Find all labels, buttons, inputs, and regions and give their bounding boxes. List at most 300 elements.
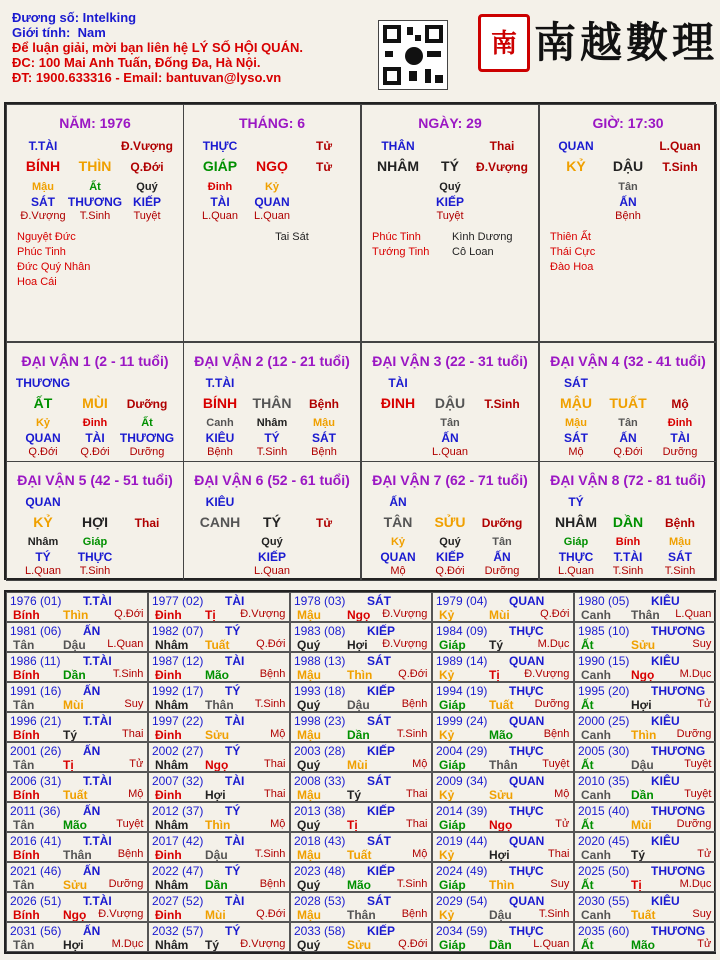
year-label: 2012 (37) (152, 804, 204, 818)
year-god: SÁT (367, 834, 391, 848)
pillar-stage1: Tử (315, 139, 333, 153)
year-chi: Tý (347, 788, 362, 802)
year-god: KIÊU (651, 774, 680, 788)
year-can: Quý (297, 758, 321, 772)
gender-label: Giới tính: (12, 25, 71, 40)
pillar-hidden-god: QUAN (254, 195, 290, 209)
dai-van-stage: Bệnh (665, 516, 695, 530)
year-chi: Ngọ (489, 818, 513, 832)
year-label: 1979 (04) (436, 594, 488, 608)
year-cell (6, 592, 148, 622)
gender-value: Nam (77, 25, 106, 40)
year-cell (290, 772, 432, 802)
year-stage: Mộ (412, 758, 428, 770)
year-god: KIẾP (367, 624, 396, 638)
year-label: 1984 (09) (436, 624, 488, 638)
year-label: 1995 (20) (578, 684, 630, 698)
pillar-hidden-stage: L.Quan (201, 210, 239, 222)
pillar-hidden-can: Kỷ (264, 181, 280, 193)
year-chi: Tị (489, 668, 500, 682)
year-cell (290, 652, 432, 682)
year-cell (290, 592, 432, 622)
dv-hidden-can: Đinh (82, 417, 108, 429)
dv-hidden-stage: Bệnh (207, 446, 233, 458)
year-god: T.TÀI (83, 894, 112, 908)
year-can: Bính (13, 728, 40, 742)
year-can: Bính (13, 908, 40, 922)
dai-van-1 (6, 342, 184, 462)
year-chi: Dần (63, 668, 86, 682)
year-cell (290, 712, 432, 742)
year-can: Canh (581, 728, 611, 742)
year-label: 2035 (60) (578, 924, 630, 938)
year-stage: Thai (405, 818, 428, 830)
dai-van-7 (361, 461, 539, 581)
pillar-title: NGÀY: 29 (418, 115, 482, 131)
year-chi: Mão (631, 938, 655, 952)
year-label: 2032 (57) (152, 924, 204, 938)
year-label: 2011 (36) (10, 804, 61, 818)
year-stage: Thai (263, 758, 286, 770)
dv-hidden-god: SÁT (312, 431, 336, 445)
year-label: 2018 (43) (294, 834, 346, 848)
year-label: 1982 (07) (152, 624, 204, 638)
year-chi: Dậu (489, 908, 512, 922)
year-cell (574, 682, 716, 712)
contact-address: ĐC: 100 Mai Anh Tuấn, Đống Đa, Hà Nội. (12, 55, 261, 70)
year-cell (574, 742, 716, 772)
red-seal (478, 14, 530, 72)
pillar-star: Phúc Tinh (17, 246, 66, 258)
dai-van-can: MẬU (560, 395, 592, 411)
year-chi: Tuất (631, 908, 656, 922)
pillar-god: QUAN (558, 139, 594, 153)
dv-hidden-stage: T.Sinh (79, 565, 111, 577)
qr-code[interactable] (378, 20, 448, 90)
pillar-3 (361, 104, 539, 342)
pillar-star: Tướng Tinh (372, 246, 430, 258)
year-can: Bính (13, 848, 40, 862)
year-god: ẤN (83, 804, 101, 818)
dai-van-4 (539, 342, 717, 462)
pillar-hidden-can: Đinh (207, 181, 233, 193)
year-chi: Thân (63, 848, 92, 862)
dai-van-title: ĐẠI VẬN 5 (42 - 51 tuổi) (17, 472, 173, 488)
dv-hidden-stage: Q.Đới (613, 446, 643, 458)
year-god: SÁT (367, 594, 391, 608)
dv-hidden-can: Tân (492, 536, 512, 548)
pillar-hidden-stage: T.Sinh (79, 210, 111, 222)
dv-hidden-can: Giáp (563, 536, 589, 548)
year-stage: Tuyệt (542, 758, 570, 770)
year-can: Ất (581, 818, 594, 832)
pillar-can: BÍNH (25, 158, 61, 174)
year-cell (148, 742, 290, 772)
year-god: QUAN (509, 834, 545, 848)
gender (12, 25, 303, 40)
pillar-hidden-stage: Đ.Vượng (20, 210, 66, 222)
year-stage: Thai (547, 848, 570, 860)
year-god: KIẾP (367, 924, 396, 938)
year-god: THƯƠNG (651, 624, 706, 638)
year-chi: Tị (205, 608, 216, 622)
dv-hidden-can: Tân (618, 417, 638, 429)
year-can: Đinh (155, 788, 182, 802)
pillar-star: Đức Quý Nhân (17, 261, 91, 273)
dv-hidden-stage: L.Quan (253, 565, 291, 577)
year-can: Giáp (439, 878, 466, 892)
dv-hidden-can: Tân (440, 417, 460, 429)
year-label: 1998 (23) (294, 714, 346, 728)
dai-van-can: CANH (199, 514, 241, 530)
year-stage: Thai (263, 788, 286, 800)
dv-hidden-god: THỰC (558, 550, 594, 564)
pillar-4 (539, 104, 717, 342)
dv-hidden-god: T.TÀI (613, 550, 643, 564)
year-can: Kỷ (439, 608, 455, 622)
year-chi: Dần (631, 788, 654, 802)
pillar-hidden-can: Quý (439, 181, 461, 193)
year-god: THỰC (509, 804, 544, 818)
year-god: SÁT (367, 654, 391, 668)
year-cell (432, 832, 574, 862)
year-god: TÝ (225, 624, 241, 638)
year-god: ẤN (83, 684, 101, 698)
pillar-stage2: Q.Đới (130, 160, 164, 174)
year-cell (6, 712, 148, 742)
pillar-star: Thiên Ất (550, 231, 591, 243)
year-stage: Đ.Vượng (382, 638, 428, 650)
year-cell (432, 922, 574, 952)
year-label: 1985 (10) (578, 624, 630, 638)
pillar-star2: Kình Dương (452, 231, 513, 243)
year-cell (148, 832, 290, 862)
year-label: 2027 (52) (152, 894, 204, 908)
year-cell (432, 712, 574, 742)
year-chi: Tuất (347, 848, 372, 862)
year-can: Đinh (155, 668, 182, 682)
year-god: THỰC (509, 624, 544, 638)
year-stage: L.Quan (533, 938, 570, 950)
year-can: Nhâm (155, 638, 189, 652)
year-god: TÝ (225, 864, 241, 878)
chart-grid (4, 102, 716, 580)
year-stage: Bệnh (543, 728, 570, 740)
year-can: Canh (581, 608, 611, 622)
year-stage: Q.Đới (256, 638, 286, 650)
year-can: Đinh (155, 908, 182, 922)
year-god: QUAN (509, 894, 545, 908)
dv-hidden-stage: Bệnh (311, 446, 337, 458)
year-label: 1987 (12) (152, 654, 204, 668)
dv-hidden-god: TÀI (670, 431, 690, 445)
year-label: 1986 (11) (10, 654, 61, 668)
year-cell (148, 622, 290, 652)
year-label: 2028 (53) (294, 894, 346, 908)
year-chi: Mùi (205, 908, 226, 922)
year-label: 2001 (26) (10, 744, 62, 758)
year-stage: Tử (697, 938, 712, 950)
year-chi: Tý (489, 638, 504, 652)
year-can: Tân (13, 818, 35, 832)
year-stage: Dưỡng (676, 818, 712, 830)
year-label: 1996 (21) (10, 714, 62, 728)
dai-van-can: BÍNH (202, 395, 238, 411)
year-stage: Dưỡng (108, 878, 144, 890)
dai-van-god: SÁT (564, 376, 588, 390)
dai-van-can: KỶ (33, 514, 53, 530)
year-cell (290, 832, 432, 862)
year-god: THỰC (509, 684, 544, 698)
year-can: Nhâm (155, 758, 189, 772)
year-can: Kỷ (439, 668, 455, 682)
year-can: Kỷ (439, 788, 455, 802)
year-label: 2000 (25) (578, 714, 630, 728)
year-cell (148, 922, 290, 952)
dai-van-can: ẤT (33, 395, 53, 411)
year-can: Bính (13, 788, 40, 802)
pillar-title: NĂM: 1976 (59, 115, 131, 131)
year-can: Kỷ (439, 728, 455, 742)
dv-hidden-stage: Dưỡng (662, 446, 698, 458)
year-can: Quý (297, 938, 321, 952)
year-chi: Mùi (347, 758, 368, 772)
year-can: Mậu (297, 788, 321, 802)
year-god: KIÊU (651, 834, 680, 848)
pillar-stage1: Thai (489, 139, 515, 153)
year-can: Canh (581, 668, 611, 682)
pillar-hidden-god: KIẾP (132, 195, 162, 209)
year-god: T.TÀI (83, 714, 112, 728)
pillar-hidden-god: SÁT (31, 195, 55, 209)
year-stage: Đ.Vượng (240, 938, 286, 950)
year-can: Bính (13, 608, 40, 622)
dv-hidden-can: Bính (615, 536, 641, 548)
dai-van-can: NHÂM (555, 514, 597, 530)
pillar-can: GIÁP (202, 158, 238, 174)
year-stage: Suy (124, 698, 144, 710)
dai-van-title: ĐẠI VẬN 3 (22 - 31 tuổi) (372, 353, 528, 369)
dv-hidden-can: Kỷ (35, 417, 51, 429)
year-chi: Sửu (63, 878, 88, 892)
year-chi: Tý (205, 938, 220, 952)
year-stage: Tử (555, 818, 570, 830)
year-god: TÝ (225, 744, 241, 758)
dv-hidden-stage: Mộ (568, 446, 584, 458)
dai-van-stage: T.Sinh (484, 397, 520, 411)
year-stage: Suy (692, 638, 712, 650)
year-label: 2029 (54) (436, 894, 488, 908)
dai-van-god: ẤN (389, 495, 407, 509)
year-label: 1990 (15) (578, 654, 630, 668)
year-label: 1991 (16) (10, 684, 62, 698)
year-cell (6, 742, 148, 772)
year-god: KIẾP (367, 744, 396, 758)
year-god: QUAN (509, 774, 545, 788)
year-label: 2017 (42) (152, 834, 204, 848)
year-chi: Hợi (489, 848, 510, 862)
pillar-title: THÁNG: 6 (238, 115, 306, 131)
pillar-stage2: Tử (315, 160, 333, 174)
year-god: THƯƠNG (651, 744, 706, 758)
dv-hidden-god: ẤN (619, 431, 637, 445)
year-can: Tân (13, 698, 35, 712)
dv-hidden-can: Quý (439, 536, 461, 548)
year-can: Mậu (297, 608, 321, 622)
year-can: Giáp (439, 818, 466, 832)
year-label: 1999 (24) (436, 714, 488, 728)
year-stage: Mộ (128, 788, 144, 800)
year-can: Quý (297, 878, 321, 892)
year-chi: Thìn (489, 878, 515, 892)
year-stage: M.Dục (537, 638, 570, 650)
year-cell (6, 922, 148, 952)
year-god: THỰC (509, 864, 544, 878)
year-chi: Ngọ (63, 908, 87, 922)
year-label: 1992 (17) (152, 684, 204, 698)
year-cell (574, 652, 716, 682)
year-can: Tân (13, 758, 35, 772)
year-chi: Dậu (347, 698, 370, 712)
year-can: Kỷ (439, 908, 455, 922)
year-chi: Mão (347, 878, 371, 892)
year-can: Nhâm (155, 698, 189, 712)
year-label: 1976 (01) (10, 594, 62, 608)
year-can: Kỷ (439, 848, 455, 862)
year-chi: Dần (489, 938, 512, 952)
year-cell (432, 652, 574, 682)
year-god: THỰC (509, 924, 544, 938)
year-stage: Suy (550, 878, 570, 890)
year-can: Đinh (155, 608, 182, 622)
year-cell (6, 892, 148, 922)
year-can: Giáp (439, 638, 466, 652)
year-god: SÁT (367, 714, 391, 728)
year-can: Ất (581, 758, 594, 772)
pillar-hidden-god: TÀI (210, 195, 230, 209)
year-god: TÝ (225, 684, 241, 698)
year-cell (148, 592, 290, 622)
year-god: TÀI (225, 594, 245, 608)
year-cell (290, 742, 432, 772)
year-stage: Tuyệt (684, 788, 712, 800)
year-cell (290, 922, 432, 952)
year-chi: Thân (347, 908, 376, 922)
year-can: Mậu (297, 848, 321, 862)
year-chi: Tị (63, 758, 74, 772)
year-chi: Tị (631, 878, 642, 892)
dv-hidden-stage: L.Quan (557, 565, 595, 577)
year-stage: L.Quan (675, 608, 712, 620)
pillar-chi: TÝ (441, 158, 459, 174)
dai-van-stage: Dưỡng (481, 516, 523, 530)
year-chi: Sửu (347, 938, 372, 952)
year-label: 2007 (32) (152, 774, 204, 788)
year-label: 1989 (14) (436, 654, 488, 668)
year-can: Đinh (155, 728, 182, 742)
year-stage: Mộ (554, 788, 570, 800)
owner-name: Đương số: Intelking (12, 10, 137, 25)
dai-van-god: TÝ (568, 495, 584, 509)
year-cell (290, 892, 432, 922)
year-cell (432, 592, 574, 622)
pillar-stage1: L.Quan (659, 139, 701, 153)
year-can: Mậu (297, 908, 321, 922)
year-chi: Thân (631, 608, 660, 622)
dai-van-chi: THÂN (252, 395, 292, 411)
year-label: 2031 (56) (10, 924, 62, 938)
dai-van-chi: TÝ (263, 514, 281, 530)
year-chi: Mùi (489, 608, 510, 622)
year-chi: Dậu (63, 638, 86, 652)
year-god: KIẾP (367, 684, 396, 698)
year-god: THƯƠNG (651, 864, 706, 878)
year-god: KIÊU (651, 654, 680, 668)
pillar-god: T.TÀI (28, 139, 58, 153)
dai-van-chi: DẦN (612, 514, 644, 530)
pillar-2 (183, 104, 361, 342)
year-chi: Tý (631, 848, 646, 862)
pillar-can: KỶ (566, 158, 586, 174)
year-label: 1994 (19) (436, 684, 488, 698)
dai-van-title: ĐẠI VẬN 2 (12 - 21 tuổi) (194, 353, 350, 369)
contact-invite: Để luận giải, mời bạn liên hệ LÝ SỐ HỘI QUÁN. (12, 40, 303, 55)
year-label: 2025 (50) (578, 864, 630, 878)
year-god: KIẾP (367, 804, 396, 818)
year-god: ẤN (83, 864, 101, 878)
dv-hidden-god: THƯƠNG (119, 431, 175, 445)
year-can: Giáp (439, 758, 466, 772)
pillar-star: Đào Hoa (550, 261, 594, 273)
pillar-star2: Cô Loan (452, 246, 494, 258)
dv-hidden-stage: Dưỡng (129, 446, 165, 458)
year-can: Canh (581, 788, 611, 802)
year-label: 2008 (33) (294, 774, 346, 788)
contact-phone-email: ĐT: 1900.633316 - Email: bantuvan@lyso.vn (12, 70, 282, 85)
year-cell (6, 652, 148, 682)
dv-hidden-can: Giáp (82, 536, 108, 548)
dai-van-god: THƯƠNG (15, 376, 71, 390)
dv-hidden-can: Mậu (565, 417, 587, 429)
year-chi: Hợi (347, 638, 368, 652)
dv-hidden-stage: L.Quan (24, 565, 62, 577)
dai-van-can: TÂN (383, 514, 413, 530)
year-cell (148, 772, 290, 802)
year-cell (6, 772, 148, 802)
year-god: TÀI (225, 774, 245, 788)
dv-hidden-can: Nhâm (256, 417, 288, 429)
year-god: QUAN (509, 714, 545, 728)
year-god: ẤN (83, 624, 101, 638)
pillar-hidden-stage: Tuyệt (133, 210, 161, 222)
year-cell (574, 712, 716, 742)
dv-hidden-god: ẤN (441, 431, 459, 445)
year-god: KIÊU (651, 894, 680, 908)
year-label: 1981 (06) (10, 624, 62, 638)
year-cell (574, 592, 716, 622)
dai-van-god: T.TÀI (205, 376, 235, 390)
year-can: Tân (13, 638, 35, 652)
dv-hidden-god: KIÊU (205, 431, 235, 445)
year-cell (574, 922, 716, 952)
year-god: T.TÀI (83, 774, 112, 788)
year-can: Mậu (297, 668, 321, 682)
year-chi: Thìn (63, 608, 89, 622)
dv-hidden-can: Quý (261, 536, 283, 548)
year-label: 2019 (44) (436, 834, 488, 848)
year-stage: T.Sinh (254, 848, 286, 860)
year-cell (290, 802, 432, 832)
